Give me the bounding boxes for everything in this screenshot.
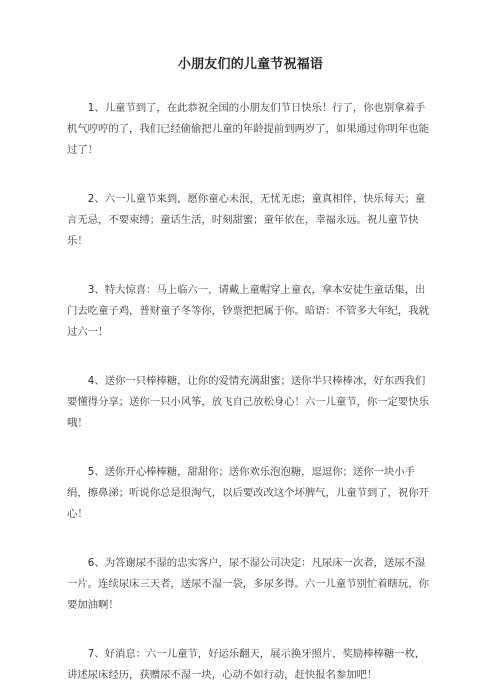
blessing-paragraph-6: 6、为答谢尿不湿的忠实客户，尿不湿公司决定：凡尿床一次者，送尿不湿一片。连续尿床三天者，送尿不湿一袋，多尿多得。六一儿童节别忙着瞎玩，你要加油啊！ <box>67 557 429 611</box>
blessing-paragraph-5: 5、送你开心棒棒糖，甜甜你；送你欢乐泡泡糖，逗逗你；送你一块小手绢，擦鼻涕；听说你总是很淘气，以后要改改这个坏脾气，儿童节到了，祝你开心！ <box>67 466 429 520</box>
blessing-paragraph-2: 2、六一儿童节来到，愿你童心未泯，无忧无虑；童真相伴，快乐每天；童言无忌，不要束缚；童话生活，时刻甜蜜；童年依在，幸福永远。祝儿童节快乐！ <box>67 193 426 247</box>
blessing-paragraph-1: 1、儿童节到了，在此恭祝全国的小朋友们节日快乐！行了，你也别拿着手机气哼哼的了，我们已经偷偷把儿童的年龄提前到两岁了，如果通过你明年也能过了！ <box>67 102 429 156</box>
document-title: 小朋友们的儿童节祝福语 <box>177 57 324 72</box>
blessing-paragraph-4: 4、送你一只棒棒糖，让你的爱情充满甜蜜；送你半只棒棒冰，好东西我们要懂得分享；送你一只小风筝，放飞自己放松身心！六一儿童节，你一定要快乐哦！ <box>67 375 429 429</box>
blessing-paragraph-7: 7、好消息：六一儿童节，好运乐翻天，展示换牙照片，奖励棒棒糖一枚，讲述尿床经历，获赠尿不湿一块，心动不如行动，赶快报名参加吧！ <box>67 648 426 681</box>
blessing-paragraph-3: 3、特大惊喜：马上临六一，请戴上童帽穿上童衣，拿本安徒生童话集，出门去吃童子鸡，普财童子冬等你，钞票把把属于你。暗语：不管多大年纪，我就过六一！ <box>67 284 429 338</box>
